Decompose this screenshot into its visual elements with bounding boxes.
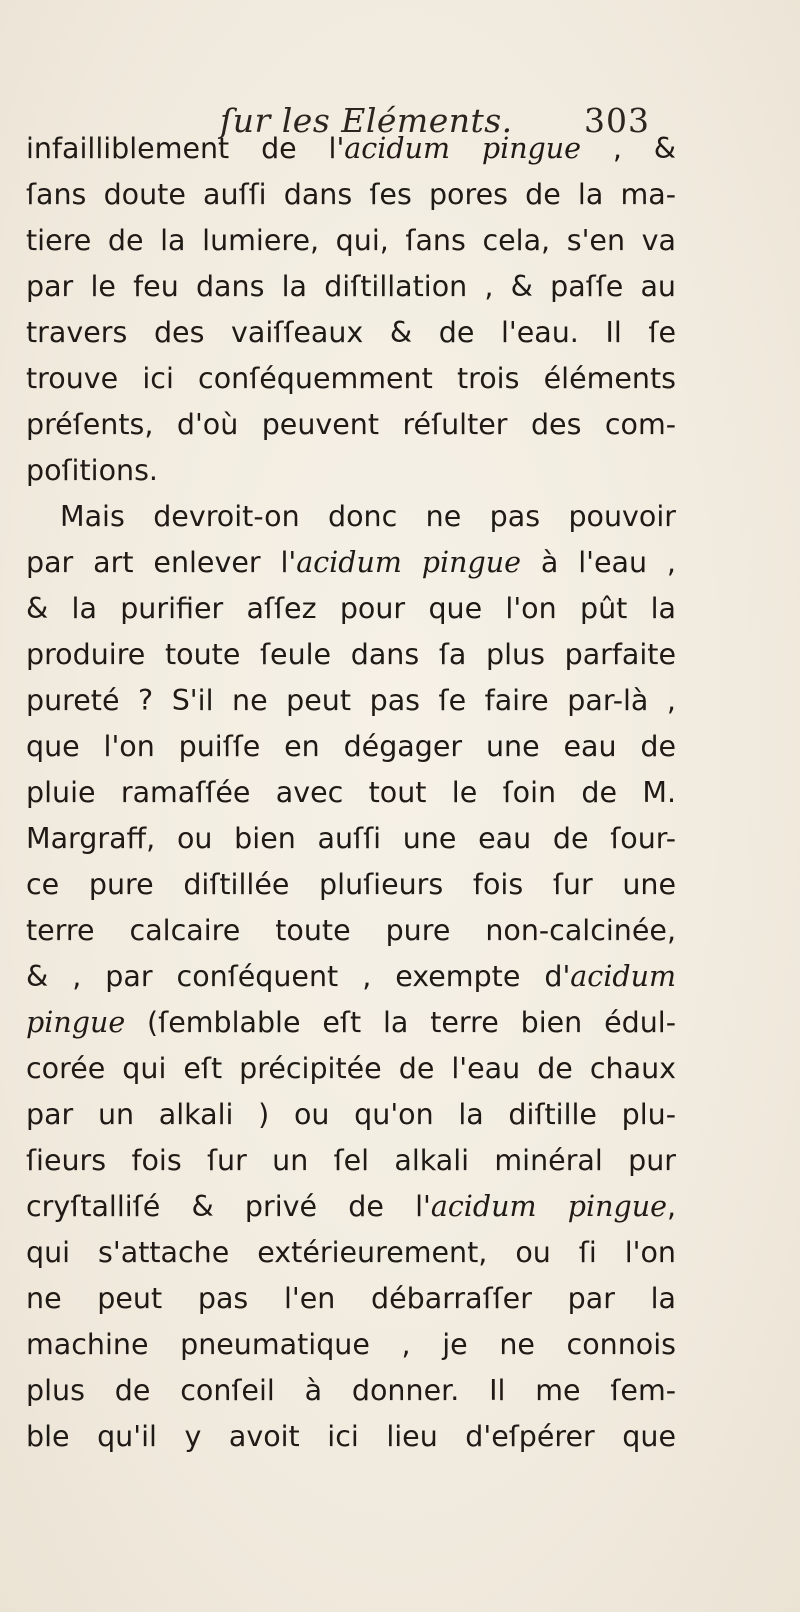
italic-term: pingue: [26, 1006, 126, 1039]
text-line: ſieurs fois ſur un ſel alkali minéral pur: [26, 1144, 676, 1177]
text-line: par art enlever l'acidum pingue à l'eau ,: [26, 546, 676, 579]
italic-term: acidum: [570, 960, 676, 993]
text-line: pingue (ſemblable eſt la terre bien édul-: [26, 1006, 676, 1039]
text-line: qui s'attache extérieurement, ou ſi l'on: [26, 1236, 676, 1269]
text-line: poſitions.: [26, 454, 158, 487]
text-line: préſents, d'où peuvent réſulter des com-: [26, 408, 676, 441]
text-line: machine pneumatique , je ne connois: [26, 1328, 676, 1361]
text-line: corée qui eſt précipitée de l'eau de chaux: [26, 1052, 676, 1085]
text-line: tiere de la lumiere, qui, ſans cela, s'en va: [26, 224, 676, 257]
text-line: & la purifier aſſez pour que l'on pût la: [26, 592, 676, 625]
text-line: cryſtalliſé & privé de l'acidum pingue,: [26, 1190, 676, 1223]
text-line: plus de conſeil à donner. Il me ſem-: [26, 1374, 676, 1407]
page-number: 303: [584, 101, 650, 140]
text-line: terre calcaire toute pure non-calcinée,: [26, 914, 676, 947]
text-line: ble qu'il y avoit ici lieu d'eſpérer que: [26, 1420, 676, 1453]
text-line: & , par conſéquent , exempte d'acidum: [26, 960, 676, 993]
text-line: pureté ? S'il ne peut pas ſe faire par-là ,: [26, 684, 676, 717]
text-line: Margraff, ou bien auſſi une eau de ſour-: [26, 822, 676, 855]
italic-term: acidum pingue: [430, 1190, 667, 1223]
text-line: par un alkali ) ou qu'on la diſtille plu-: [26, 1098, 676, 1131]
text-line: ne peut pas l'en débarraſſer par la: [26, 1282, 676, 1315]
text-line: infailliblement de l'acidum pingue , &: [26, 132, 676, 165]
text-line: Mais devroit-on donc ne pas pouvoir: [60, 500, 676, 533]
text-line: ce pure diſtillée pluſieurs fois ſur une: [26, 868, 676, 901]
italic-term: acidum pingue: [344, 132, 582, 165]
text-line: produire toute ſeule dans ſa plus parfaite: [26, 638, 676, 671]
italic-term: acidum pingue: [296, 546, 521, 579]
body-text: [26, 126, 676, 1460]
text-line: par le feu dans la diſtillation , & paſſe au: [26, 270, 676, 303]
text-line: ſans doute auſſi dans ſes pores de la ma-: [26, 178, 676, 211]
text-line: que l'on puiſſe en dégager une eau de: [26, 730, 676, 763]
running-head-title: ſur les Eléments.: [220, 101, 513, 140]
text-line: travers des vaiſſeaux & de l'eau. Il ſe: [26, 316, 676, 349]
text-line: trouve ici conſéquemment trois éléments: [26, 362, 676, 395]
text-line: pluie ramaſſée avec tout le ſoin de M.: [26, 776, 676, 809]
